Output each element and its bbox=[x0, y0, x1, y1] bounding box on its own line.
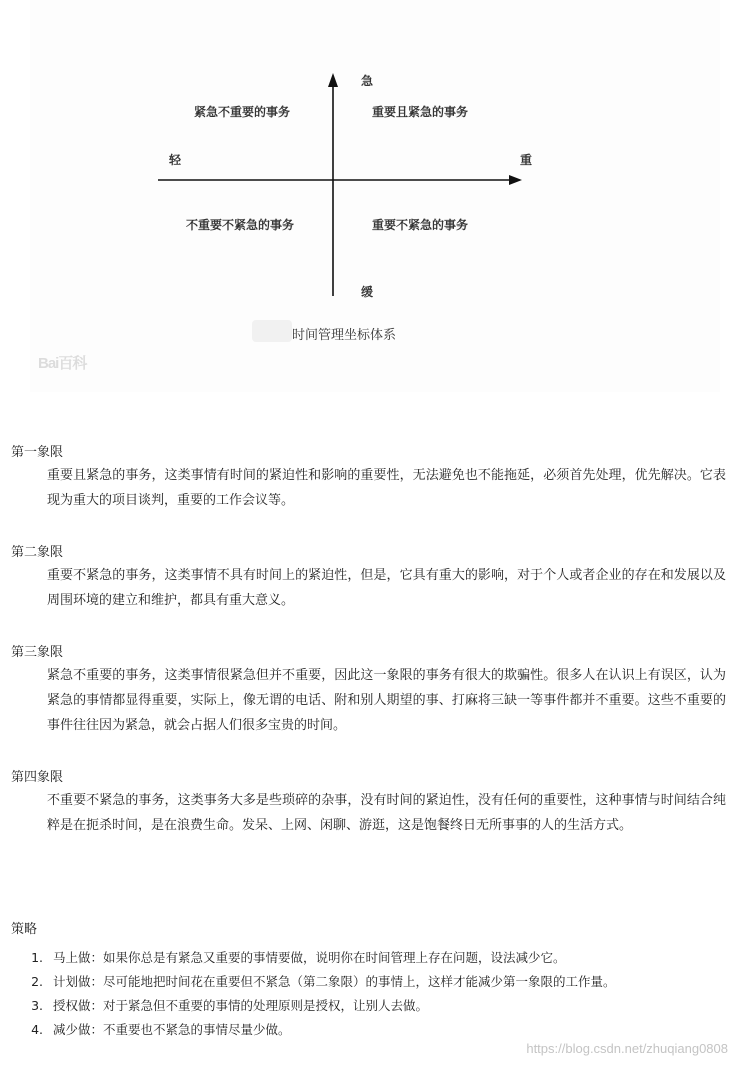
quadrant-label-bottom-left: 不重要不紧急的事务 bbox=[186, 218, 295, 232]
item-text: 计划做：尽可能地把时间花在重要但不紧急（第二象限）的事情上，这样才能减少第一象限的工作量。 bbox=[53, 974, 616, 989]
section-title: 第一象限 bbox=[11, 445, 64, 460]
section-body: 重要且紧急的事务，这类事情有时间的紧迫性和影响的重要性，无法避免也不能拖延，必须首先处理，优先解决。它表现为重大的项目谈判，重要的工作会议等。 bbox=[47, 468, 726, 508]
strategy-section bbox=[11, 920, 726, 1042]
right-arrow bbox=[509, 175, 522, 185]
item-text: 马上做：如果你总是有紧急又重要的事情要做，说明你在时间管理上存在问题，设法减少它。 bbox=[53, 950, 566, 965]
strategy-list bbox=[11, 946, 726, 1042]
quadrant-section-4 bbox=[11, 768, 726, 838]
axis-label-slow: 缓 bbox=[361, 285, 374, 299]
quadrant-label-bottom-right: 重要不紧急的事务 bbox=[372, 218, 469, 232]
list-item bbox=[11, 994, 726, 1018]
item-number: 3. bbox=[31, 998, 43, 1013]
axis-label-heavy: 重 bbox=[520, 153, 533, 167]
axis-label-urgent: 急 bbox=[361, 74, 374, 88]
item-number: 2. bbox=[31, 974, 43, 989]
quadrant-label-top-right: 重要且紧急的事务 bbox=[372, 105, 469, 119]
strategy-title: 策略 bbox=[11, 922, 38, 937]
item-text: 授权做：对于紧急但不重要的事情的处理原则是授权，让别人去做。 bbox=[53, 998, 429, 1013]
item-text: 减少做：不重要也不紧急的事情尽量少做。 bbox=[53, 1022, 291, 1037]
section-title: 第三象限 bbox=[11, 645, 64, 660]
section-body: 重要不紧急的事务，这类事情不具有时间上的紧迫性，但是，它具有重大的影响，对于个人或者企业的存在和发展以及周围环境的建立和维护，都具有重大意义。 bbox=[47, 568, 726, 608]
quadrant-section-3 bbox=[11, 643, 726, 738]
list-item bbox=[11, 1018, 726, 1042]
section-title: 第二象限 bbox=[11, 545, 64, 560]
time-management-figure bbox=[30, 0, 720, 392]
section-title: 第四象限 bbox=[11, 770, 64, 785]
quadrant-label-top-left: 紧急不重要的事务 bbox=[194, 105, 291, 119]
baidu-watermark: Bai百科 bbox=[38, 355, 87, 372]
figure-caption: 时间管理坐标体系 bbox=[292, 328, 397, 343]
quadrant-section-2 bbox=[11, 543, 726, 613]
up-arrow bbox=[328, 73, 338, 87]
csdn-watermark: https://blog.csdn.net/zhuqiang0808 bbox=[526, 1041, 728, 1056]
list-item bbox=[11, 970, 726, 994]
section-body: 不重要不紧急的事务，这类事务大多是些琐碎的杂事，没有时间的紧迫性，没有任何的重要性，这种事情与时间结合纯粹是在扼杀时间，是在浪费生命。发呆、上网、闲聊、游逛，这是饱餐终日无所事事的人的生活方式。 bbox=[47, 793, 726, 833]
item-number: 1. bbox=[31, 950, 43, 965]
blurred-mark bbox=[252, 320, 292, 342]
list-item bbox=[11, 946, 726, 970]
item-number: 4. bbox=[31, 1022, 43, 1037]
section-body: 紧急不重要的事务，这类事情很紧急但并不重要，因此这一象限的事务有很大的欺骗性。很多人在认识上有误区，认为紧急的事情都显得重要，实际上，像无谓的电话、附和别人期望的事、打麻将三缺一等事件都并不重要。这些不重要的事件往往因为紧急，就会占据人们很多宝贵的时间。 bbox=[47, 668, 726, 733]
axis-label-light: 轻 bbox=[169, 153, 182, 167]
quadrant-section-1 bbox=[11, 443, 726, 513]
